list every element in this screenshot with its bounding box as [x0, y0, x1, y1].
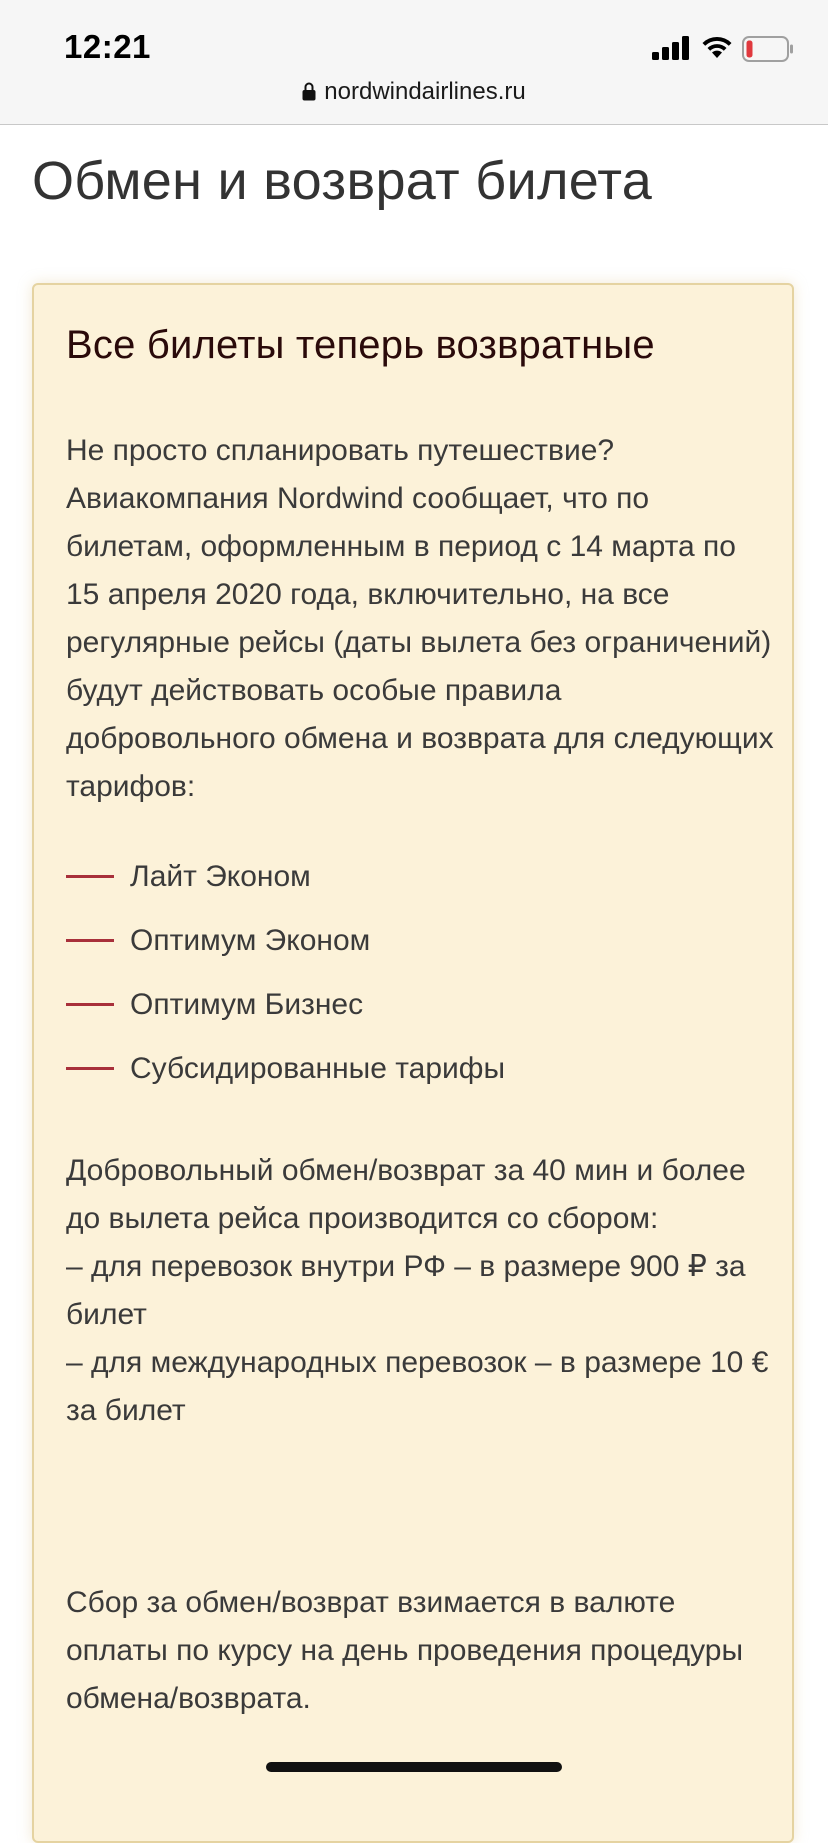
dash-marker [66, 939, 114, 942]
fare-item [66, 859, 766, 923]
dash-marker [66, 1067, 114, 1070]
fare-item [66, 987, 766, 1051]
fare-label: Лайт Эконом [130, 860, 311, 893]
notice-heading: Все билеты теперь возвратные [66, 323, 655, 367]
fare-label: Оптимум Бизнес [130, 988, 364, 1021]
fare-item [66, 1051, 766, 1115]
fee-international: – для международных перевозок – в размере 10 € за билет [66, 1346, 769, 1427]
address-bar[interactable] [0, 78, 828, 106]
fare-item [66, 923, 766, 987]
dash-marker [66, 875, 114, 878]
status-bar [0, 0, 828, 125]
home-indicator[interactable] [266, 1762, 562, 1772]
currency-note: Сбор за обмен/возврат взимается в валюте оплаты по курсу на день проведения процедуры обмена/возврата. [66, 1586, 744, 1715]
page-title: Обмен и возврат билета [32, 151, 653, 211]
dash-marker [66, 1003, 114, 1006]
notice-card [32, 283, 794, 1843]
status-time: 12:21 [64, 28, 151, 65]
lock-icon [302, 81, 316, 101]
fee-intro: Добровольный обмен/возврат за 40 мин и более до вылета рейса производится со сбором: [66, 1154, 746, 1235]
wifi-icon [700, 34, 734, 60]
url-text: nordwindairlines.ru [324, 78, 526, 105]
fee-paragraph [66, 1147, 776, 1435]
fare-label: Субсидированные тарифы [130, 1052, 506, 1085]
fare-list [66, 859, 766, 1115]
cellular-signal-icon [652, 36, 692, 60]
fare-label: Оптимум Эконом [130, 924, 371, 957]
notice-intro: Не просто спланировать путешествие? Авиакомпания Nordwind сообщает, что по билетам, оформленным в период с 14 марта по 15 апреля 2020 года, включительно, на все регулярные рейсы (даты вылета без ограничений) будут действовать особые правила добровольного обмена и возврата для следующих тарифов: [66, 434, 774, 803]
fee-domestic: – для перевозок внутри РФ – в размере 900 ₽ за билет [66, 1250, 746, 1331]
battery-low-icon [742, 36, 794, 62]
